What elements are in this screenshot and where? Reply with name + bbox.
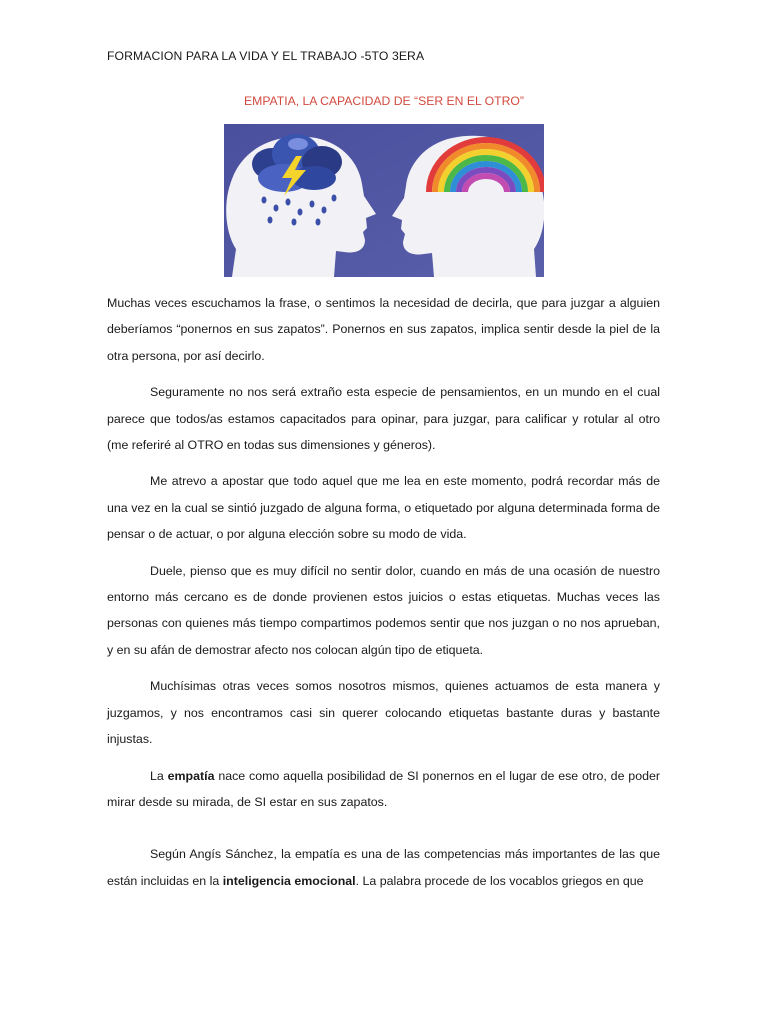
bold-term: empatía: [167, 768, 215, 783]
document-header: FORMACION PARA LA VIDA Y EL TRABAJO -5TO 3ERA: [107, 49, 425, 63]
empathy-illustration: [224, 124, 544, 277]
paragraph-text: nace como aquella posibilidad de SI ponernos en el lugar de ese otro, de poder mirar desde su mirada, de SI estar en sus zapatos.: [107, 768, 660, 809]
paragraph-text: . La palabra procede de los vocablos griegos en que: [355, 873, 644, 888]
paragraph: Muchas veces escuchamos la frase, o sentimos la necesidad de decirla, que para juzgar a alguien deberíamos “ponernos en sus zapatos”. Ponernos en sus zapatos, implica sentir desde la piel de la otra persona, por así decirlo.: [107, 296, 660, 363]
bold-term: inteligencia emocional: [222, 873, 356, 888]
paragraph-text: La: [150, 768, 168, 783]
document-title: EMPATIA, LA CAPACIDAD DE “SER EN EL OTRO”: [244, 94, 524, 108]
paragraph: Duele, pienso que es muy difícil no sentir dolor, cuando en más de una ocasión de nuestro entorno más cercano es de donde provienen estos juicios o estas etiquetas. Muchas veces las personas con quienes más tiempo compartimos podemos sentir que nos juzgan o no nos aprueban, y en su afán de demostrar afecto nos colocan algún tipo de etiqueta.: [107, 563, 660, 657]
paragraph: [107, 763, 660, 816]
paragraph-text: Según Angís Sánchez, la empatía es una de las competencias más importantes de las que están incluidas en la: [107, 847, 660, 888]
paragraph: Me atrevo a apostar que todo aquel que me lea en este momento, podrá recordar más de una vez en la cual se sintió juzgado de alguna forma, o etiquetado por alguna determinada forma de pensar o de actuar, o por alguna elección sobre su modo de vida.: [107, 474, 660, 542]
paragraph: [107, 841, 660, 894]
document-body: [107, 290, 660, 904]
paragraph: Seguramente no nos será extraño esta especie de pensamientos, en un mundo en el cual parece que todos/as estamos capacitados para opinar, para juzgar, para calificar y rotular al otro (me referiré al OTRO en todas sus dimensiones y géneros).: [107, 385, 660, 453]
paragraph: Muchísimas otras veces somos nosotros mismos, quienes actuamos de esta manera y juzgamos, y nos encontramos casi sin querer colocando etiquetas bastante duras y bastante injustas.: [107, 679, 660, 747]
